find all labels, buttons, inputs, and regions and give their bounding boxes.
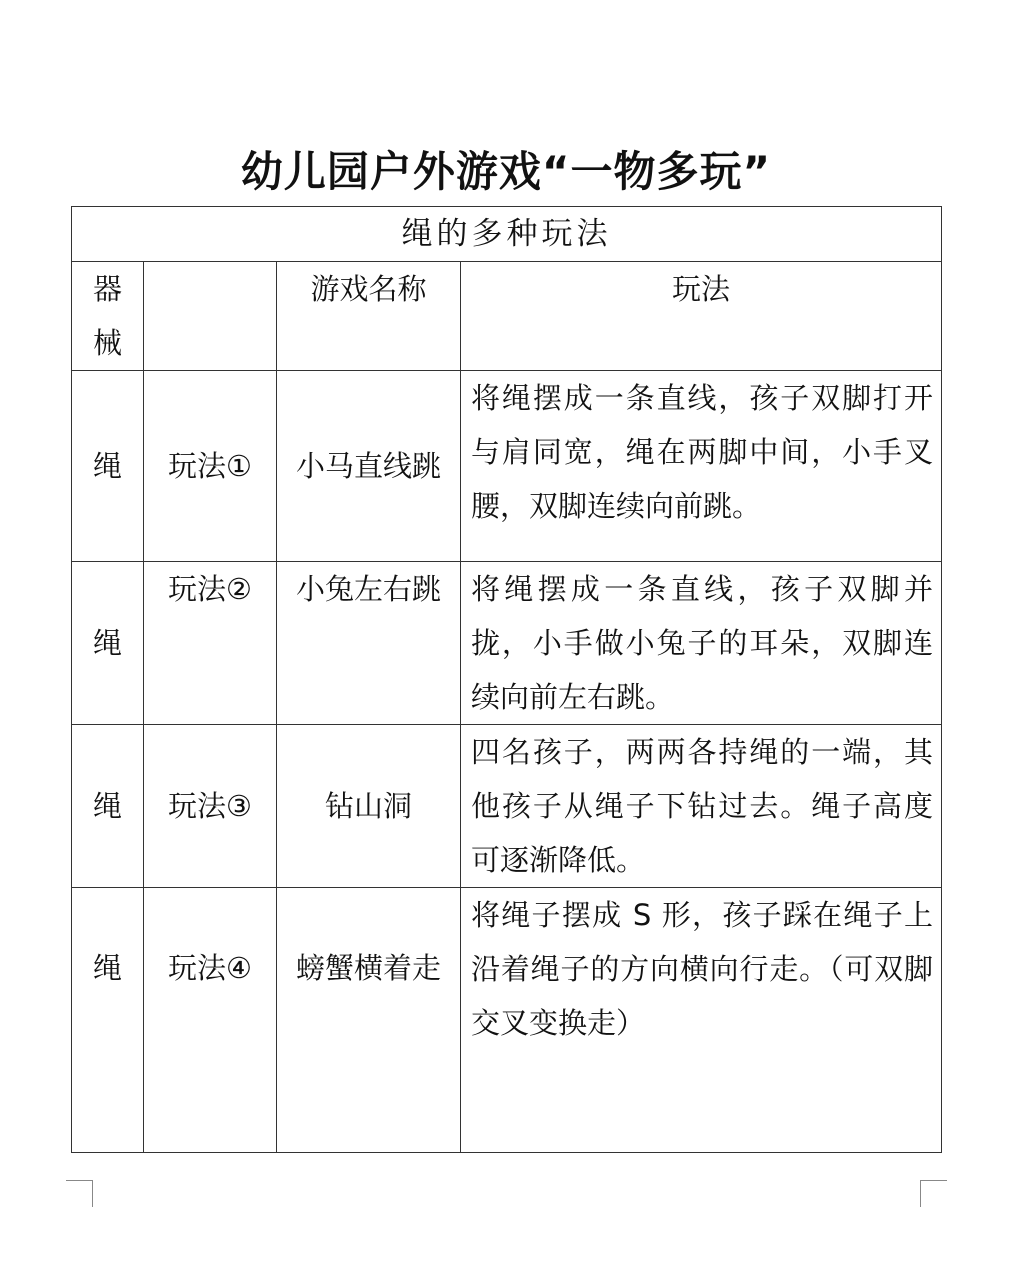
equipment-cell: 绳 [72, 562, 144, 725]
equipment-cell: 绳 [72, 888, 144, 1153]
page-corner-mark-left [66, 1180, 93, 1207]
header-equipment-label: 器械 [92, 272, 122, 360]
header-equipment [72, 262, 144, 371]
game-name-cell: 小兔左右跳 [277, 562, 461, 725]
rules-cell: 将绳摆成一条直线，孩子双脚并拢，小手做小兔子的耳朵，双脚连续向前左右跳。 [461, 562, 942, 725]
equipment-cell: 绳 [72, 725, 144, 888]
header-game-name: 游戏名称 [277, 262, 461, 371]
variant-cell: 玩法① [144, 371, 277, 562]
page-corner-mark-right [920, 1180, 947, 1207]
game-name-cell: 螃蟹横着走 [277, 888, 461, 1153]
variant-cell: 玩法② [144, 562, 277, 725]
variant-cell: 玩法③ [144, 725, 277, 888]
table-subtitle: 绳的多种玩法 [72, 207, 942, 262]
rules-cell: 将绳摆成一条直线，孩子双脚打开与肩同宽，绳在两脚中间，小手叉腰，双脚连续向前跳。 [461, 371, 942, 562]
table-row [72, 888, 942, 1153]
table-row [72, 371, 942, 562]
variant-cell: 玩法④ [144, 888, 277, 1153]
page-title: 幼儿园户外游戏“一物多玩” [240, 147, 772, 196]
equipment-cell: 绳 [72, 371, 144, 562]
game-name-cell: 小马直线跳 [277, 371, 461, 562]
header-row [72, 262, 942, 371]
header-variant [144, 262, 277, 371]
games-table [71, 206, 942, 1153]
table-row [72, 725, 942, 888]
header-rules: 玩法 [461, 262, 942, 371]
table-row [72, 562, 942, 725]
subtitle-row [72, 207, 942, 262]
rules-cell: 四名孩子，两两各持绳的一端，其他孩子从绳子下钻过去。绳子高度可逐渐降低。 [461, 725, 942, 888]
game-name-cell: 钻山洞 [277, 725, 461, 888]
rules-cell: 将绳子摆成 S 形，孩子踩在绳子上沿着绳子的方向横向行走。（可双脚交叉变换走） [461, 888, 942, 1153]
